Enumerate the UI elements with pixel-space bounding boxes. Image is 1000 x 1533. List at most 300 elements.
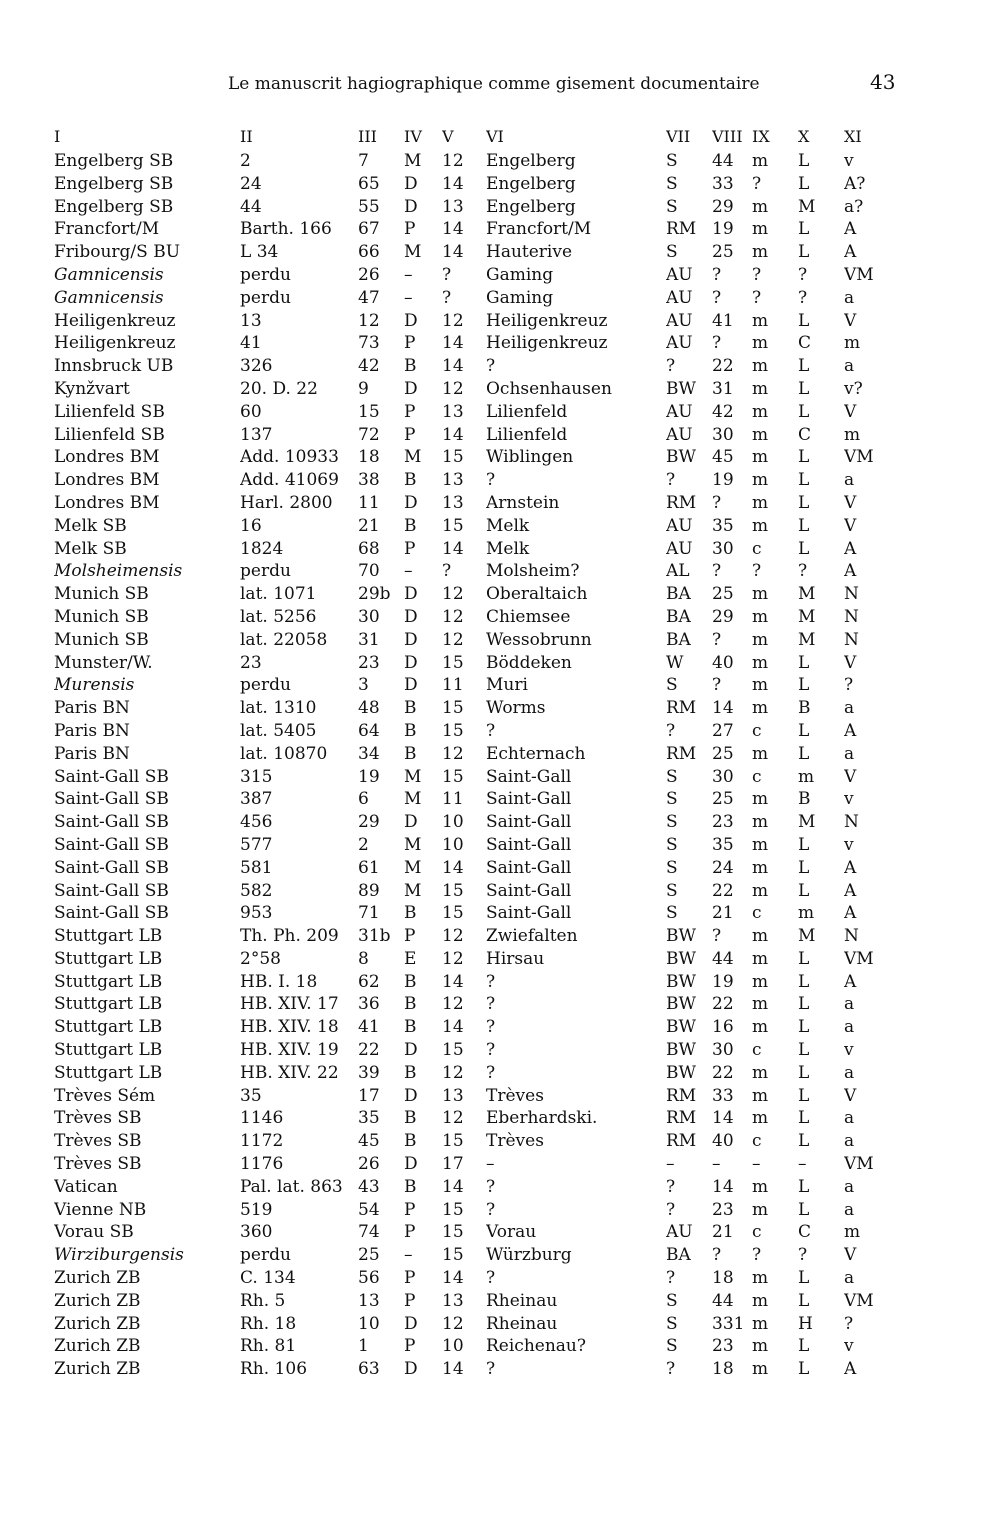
table-cell: 44 (712, 151, 734, 171)
table-cell: m (752, 1290, 769, 1311)
table-cell: Harl. 2800 (240, 492, 333, 513)
table-cell: ? (712, 1245, 722, 1266)
table-cell: Innsbruck UB (54, 356, 174, 377)
table-cell: L (798, 948, 810, 969)
table-cell: Pal. lat. 863 (240, 1176, 343, 1197)
table-cell: 16 (240, 515, 262, 536)
table-cell: S (666, 903, 678, 924)
table-cell: 25 (712, 242, 734, 263)
table-cell: BW (666, 447, 696, 468)
table-cell: 35 (240, 1085, 262, 1106)
table-cell: m (844, 1222, 861, 1243)
table-row (54, 1176, 914, 1199)
table-cell: Stuttgart LB (54, 1040, 163, 1061)
table-cell: Engelberg (486, 196, 576, 217)
table-cell: H (798, 1313, 813, 1334)
table-cell: ? (666, 1268, 676, 1289)
table-cell: P (404, 401, 416, 422)
table-cell: S (666, 242, 678, 263)
table-cell: L (798, 1359, 810, 1380)
table-cell: 30 (712, 766, 734, 787)
running-title: Le manuscrit hagiographique comme gisement documentaire (228, 74, 760, 94)
table-cell: 519 (240, 1199, 273, 1220)
table-cell: 44 (712, 948, 734, 969)
table-cell: B (404, 720, 417, 741)
table-cell: m (752, 971, 769, 992)
table-cell: Saint-Gall (486, 857, 572, 878)
table-cell: S (666, 766, 678, 787)
table-cell: Paris BN (54, 743, 130, 764)
table-cell: ? (752, 173, 762, 194)
table-cell: M (404, 880, 422, 901)
table-cell: A (844, 1359, 857, 1380)
table-row (54, 401, 914, 424)
table-cell: L (798, 971, 810, 992)
table-cell: 12 (442, 1108, 464, 1129)
table-cell: 14 (442, 173, 464, 194)
table-cell: Kynžvart (54, 378, 130, 399)
table-cell: perdu (240, 561, 291, 582)
table-cell: RM (666, 1131, 697, 1152)
table-cell: D (404, 378, 418, 399)
table-cell: Gaming (486, 264, 554, 285)
table-cell: P (404, 1290, 416, 1311)
table-row (54, 766, 914, 789)
table-cell: Saint-Gall (486, 812, 572, 833)
table-cell: 36 (358, 994, 380, 1015)
table-cell: 30 (712, 424, 734, 445)
table-cell: m (844, 333, 861, 354)
table-cell: N (844, 584, 859, 605)
table-cell: 10 (442, 1336, 464, 1357)
table-cell: 31 (712, 378, 734, 399)
table-cell: c (752, 1131, 762, 1152)
table-cell: S (666, 857, 678, 878)
table-cell: B (404, 470, 417, 491)
table-cell: Lilienfeld SB (54, 424, 165, 445)
table-cell: L (798, 447, 810, 468)
table-cell: Saint-Gall (486, 834, 572, 855)
table-cell: 23 (712, 812, 734, 833)
table-cell: v (844, 151, 854, 171)
table-cell: Wirziburgensis (54, 1245, 184, 1266)
table-cell: BW (666, 1040, 696, 1061)
table-cell: BA (666, 629, 691, 650)
table-cell: 387 (240, 789, 273, 810)
table-cell: 10 (358, 1313, 380, 1334)
table-cell: P (404, 333, 416, 354)
column-header: VI (486, 127, 504, 146)
table-cell: L (798, 857, 810, 878)
table-cell: M (404, 834, 422, 855)
table-row (54, 674, 914, 697)
table-cell: RM (666, 698, 697, 719)
table-cell: m (752, 401, 769, 422)
table-cell: ? (486, 1040, 496, 1061)
table-cell: – (404, 1245, 413, 1266)
table-row (54, 1085, 914, 1108)
table-cell: Engelberg SB (54, 196, 174, 217)
table-cell: 14 (442, 1268, 464, 1289)
table-cell: Wessobrunn (486, 629, 592, 650)
table-cell: D (404, 1040, 418, 1061)
table-cell: – (486, 1154, 495, 1175)
table-cell: BW (666, 948, 696, 969)
table-cell: Add. 41069 (240, 470, 339, 491)
table-cell: Heiligenkreuz (486, 310, 608, 331)
table-cell: Trèves (486, 1085, 544, 1106)
table-cell: Vatican (54, 1176, 118, 1197)
table-cell: 22 (712, 356, 734, 377)
table-cell: 55 (358, 196, 380, 217)
table-cell: B (404, 1062, 417, 1083)
table-cell: S (666, 812, 678, 833)
table-cell: 14 (442, 971, 464, 992)
table-cell: 70 (358, 561, 380, 582)
table-cell: m (752, 812, 769, 833)
table-cell: Zwiefalten (486, 926, 578, 947)
table-cell: B (404, 994, 417, 1015)
table-cell: Saint-Gall SB (54, 834, 169, 855)
table-cell: 61 (358, 857, 380, 878)
table-cell: VM (844, 1154, 874, 1175)
table-cell: BW (666, 1062, 696, 1083)
table-cell: c (752, 1222, 762, 1243)
table-cell: Muri (486, 675, 528, 696)
table-cell: L (798, 310, 810, 331)
table-cell: m (752, 1359, 769, 1380)
table-cell: 14 (442, 1017, 464, 1038)
table-cell: Engelberg (486, 151, 576, 171)
table-cell: C (798, 424, 812, 445)
table-row (54, 538, 914, 561)
table-cell: M (404, 447, 422, 468)
table-cell: perdu (240, 264, 291, 285)
table-cell: m (752, 789, 769, 810)
table-cell: 15 (442, 903, 464, 924)
table-cell: VM (844, 447, 874, 468)
table-cell: m (844, 424, 861, 445)
table-cell: m (752, 1313, 769, 1334)
table-cell: 63 (358, 1359, 380, 1380)
table-cell: ? (844, 1313, 854, 1334)
table-cell: L (798, 1290, 810, 1311)
table-cell: c (752, 1040, 762, 1061)
table-cell: 41 (712, 310, 734, 331)
table-row (54, 993, 914, 1016)
table-cell: S (666, 675, 678, 696)
table-cell: m (752, 584, 769, 605)
table-cell: D (404, 310, 418, 331)
table-cell: a (844, 1108, 855, 1129)
table-cell: S (666, 789, 678, 810)
table-cell: Zurich ZB (54, 1313, 141, 1334)
table-cell: m (752, 196, 769, 217)
table-cell: – (712, 1154, 721, 1175)
table-cell: P (404, 1199, 416, 1220)
table-cell: 72 (358, 424, 380, 445)
table-cell: 89 (358, 880, 380, 901)
table-cell: 15 (442, 880, 464, 901)
table-cell: Arnstein (486, 492, 560, 513)
table-cell: 1 (358, 1336, 369, 1357)
table-cell: 12 (442, 948, 464, 969)
table-cell: a (844, 356, 855, 377)
table-cell: 42 (712, 401, 734, 422)
table-cell: 9 (358, 378, 369, 399)
table-cell: 29 (712, 606, 734, 627)
table-cell: 2 (358, 834, 369, 855)
table-cell: B (404, 1017, 417, 1038)
table-cell: 44 (712, 1290, 734, 1311)
table-row (54, 857, 914, 880)
table-cell: Böddeken (486, 652, 572, 673)
table-row (54, 492, 914, 515)
table-cell: m (752, 515, 769, 536)
table-cell: 22 (358, 1040, 380, 1061)
table-row (54, 971, 914, 994)
table-cell: 12 (442, 743, 464, 764)
table-cell: Stuttgart LB (54, 926, 163, 947)
table-cell: Londres BM (54, 447, 160, 468)
table-cell: 31 (358, 629, 380, 650)
table-cell: Trèves SB (54, 1131, 142, 1152)
table-cell: C (798, 333, 812, 354)
table-cell: ? (666, 1359, 676, 1380)
table-row (54, 378, 914, 401)
table-cell: 12 (442, 310, 464, 331)
table-cell: 35 (712, 515, 734, 536)
table-cell: L (798, 880, 810, 901)
table-cell: M (404, 789, 422, 810)
table-cell: L (798, 1131, 810, 1152)
table-cell: 67 (358, 219, 380, 240)
table-cell: M (798, 812, 816, 833)
table-cell: ? (752, 264, 762, 285)
table-cell: 6 (358, 789, 369, 810)
table-cell: 12 (442, 584, 464, 605)
table-cell: Heiligenkreuz (54, 310, 176, 331)
page-number: 43 (870, 70, 896, 94)
table-cell: 27 (712, 720, 734, 741)
table-cell: Hauterive (486, 242, 573, 263)
table-cell: m (798, 903, 815, 924)
table-cell: ? (712, 629, 722, 650)
table-cell: N (844, 629, 859, 650)
table-row (54, 1130, 914, 1153)
table-cell: 18 (358, 447, 380, 468)
table-cell: a (844, 1268, 855, 1289)
table-cell: 33 (712, 1085, 734, 1106)
table-row (54, 287, 914, 310)
table-cell: B (404, 903, 417, 924)
table-cell: 8 (358, 948, 369, 969)
table-cell: 74 (358, 1222, 380, 1243)
table-cell: B (404, 971, 417, 992)
table-cell: 30 (358, 606, 380, 627)
manuscript-table (54, 124, 914, 1381)
running-head (0, 70, 1000, 104)
table-cell: HB. XIV. 22 (240, 1062, 339, 1083)
table-cell: 34 (358, 743, 380, 764)
table-cell: RM (666, 743, 697, 764)
table-cell: ? (486, 971, 496, 992)
table-cell: a (844, 1062, 855, 1083)
table-cell: – (752, 1154, 761, 1175)
table-cell: Fribourg/S BU (54, 242, 181, 263)
table-cell: AL (666, 561, 690, 582)
table-cell: S (666, 196, 678, 217)
table-cell: 1146 (240, 1108, 284, 1129)
table-cell: VM (844, 264, 874, 285)
table-cell: 25 (712, 743, 734, 764)
table-cell: BW (666, 971, 696, 992)
table-cell: 13 (442, 492, 464, 513)
table-cell: 15 (442, 1040, 464, 1061)
table-cell: 14 (442, 424, 464, 445)
table-cell: 14 (712, 1108, 734, 1129)
table-cell: Londres BM (54, 470, 160, 491)
table-cell: Saint-Gall (486, 789, 572, 810)
table-cell: Engelberg (486, 173, 576, 194)
table-cell: ? (752, 561, 762, 582)
table-cell: ? (486, 1176, 496, 1197)
table-row (54, 606, 914, 629)
table-cell: L (798, 1017, 810, 1038)
table-cell: E (404, 948, 417, 969)
column-header: IX (752, 127, 770, 146)
table-cell: Saint-Gall SB (54, 812, 169, 833)
table-row (54, 515, 914, 538)
table-cell: m (752, 219, 769, 240)
table-cell: Paris BN (54, 720, 130, 741)
table-cell: ? (844, 675, 854, 696)
table-cell: B (798, 789, 811, 810)
table-cell: P (404, 1336, 416, 1357)
table-cell: A (844, 242, 857, 263)
table-row (54, 1016, 914, 1039)
table-cell: Gamnicensis (54, 264, 164, 285)
table-cell: Ochsenhausen (486, 378, 612, 399)
table-cell: Zurich ZB (54, 1336, 141, 1357)
table-cell: 21 (712, 903, 734, 924)
table-cell: L (798, 470, 810, 491)
table-cell: Munster/W. (54, 652, 153, 673)
table-cell: 68 (358, 538, 380, 559)
table-row (54, 310, 914, 333)
table-cell: D (404, 1313, 418, 1334)
table-cell: – (404, 287, 413, 308)
table-cell: 18 (712, 1268, 734, 1289)
table-cell: a? (844, 196, 864, 217)
table-cell: HB. XIV. 17 (240, 994, 339, 1015)
table-cell: ? (712, 492, 722, 513)
table-cell: 360 (240, 1222, 273, 1243)
table-cell: 23 (712, 1199, 734, 1220)
table-cell: 29 (358, 812, 380, 833)
table-cell: HB. XIV. 19 (240, 1040, 339, 1061)
table-cell: V (844, 310, 857, 331)
table-cell: AU (666, 287, 693, 308)
table-cell: m (752, 675, 769, 696)
table-cell: Munich SB (54, 629, 149, 650)
table-cell: 12 (442, 378, 464, 399)
table-cell: m (752, 652, 769, 673)
table-cell: ? (798, 264, 808, 285)
table-cell: 15 (442, 1199, 464, 1220)
table-cell: Murensis (54, 675, 135, 696)
table-cell: L (798, 1199, 810, 1220)
table-cell: 31b (358, 926, 391, 947)
table-cell: L (798, 720, 810, 741)
table-cell: Würzburg (486, 1245, 572, 1266)
table-cell: 64 (358, 720, 380, 741)
table-cell: perdu (240, 1245, 291, 1266)
table-row (54, 1358, 914, 1381)
table-cell: 39 (358, 1062, 380, 1083)
table-cell: m (752, 1199, 769, 1220)
table-cell: V (844, 401, 857, 422)
table-row (54, 834, 914, 857)
table-cell: 30 (712, 1040, 734, 1061)
table-cell: 12 (442, 994, 464, 1015)
table-cell: BW (666, 926, 696, 947)
table-cell: 7 (358, 151, 369, 171)
table-cell: D (404, 675, 418, 696)
table-cell: L 34 (240, 242, 279, 263)
table-cell: AU (666, 515, 693, 536)
table-cell: 10 (442, 812, 464, 833)
table-cell: ? (486, 994, 496, 1015)
table-cell: Engelberg SB (54, 173, 174, 194)
table-cell: Stuttgart LB (54, 994, 163, 1015)
table-cell: 12 (442, 1062, 464, 1083)
table-cell: 11 (442, 675, 464, 696)
table-cell: m (752, 151, 769, 171)
table-cell: L (798, 652, 810, 673)
table-row (54, 583, 914, 606)
table-cell: m (752, 333, 769, 354)
table-cell: B (404, 1176, 417, 1197)
table-cell: Trèves (486, 1131, 544, 1152)
table-cell: V (844, 515, 857, 536)
table-cell: D (404, 1359, 418, 1380)
table-cell: a (844, 1131, 855, 1152)
table-cell: v (844, 1336, 854, 1357)
table-cell: 577 (240, 834, 273, 855)
table-row (54, 788, 914, 811)
table-cell: lat. 1071 (240, 584, 317, 605)
table-row (54, 925, 914, 948)
table-cell: L (798, 1176, 810, 1197)
table-cell: 13 (442, 1085, 464, 1106)
table-cell: AU (666, 333, 693, 354)
table-cell: A (844, 971, 857, 992)
table-cell: ? (486, 470, 496, 491)
table-cell: Gamnicensis (54, 287, 164, 308)
table-cell: L (798, 492, 810, 513)
table-row (54, 332, 914, 355)
table-cell: perdu (240, 287, 291, 308)
table-cell: L (798, 401, 810, 422)
table-cell: Heiligenkreuz (486, 333, 608, 354)
table-cell: Hirsau (486, 948, 545, 969)
table-cell: Zurich ZB (54, 1268, 141, 1289)
table-cell: A (844, 561, 857, 582)
column-header: I (54, 127, 61, 146)
table-cell: D (404, 1154, 418, 1175)
table-cell: Chiemsee (486, 606, 571, 627)
